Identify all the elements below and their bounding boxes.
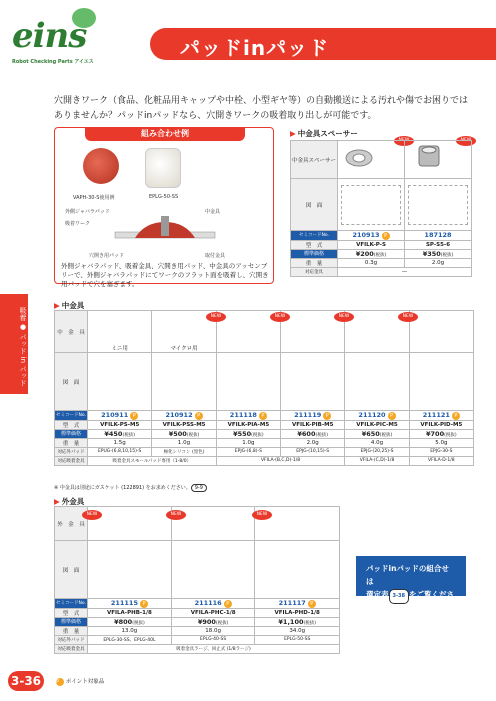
point-badge: P <box>452 412 460 420</box>
new-badge: NEW <box>206 312 226 322</box>
tax-note: (税抜) <box>132 620 145 626</box>
row-label: 対応外パッド <box>55 635 88 644</box>
code-cell <box>338 231 405 241</box>
code-cell <box>87 599 171 609</box>
triangle-bullet-icon: ▶ <box>54 497 60 506</box>
price-cell <box>171 617 255 626</box>
code-cell <box>409 411 473 421</box>
new-badge: NEW <box>398 312 418 322</box>
spacer-photo-cell <box>338 141 405 179</box>
new-badge: NEW <box>394 136 414 146</box>
model-cell: VFILA-PHC-1/8 <box>171 608 255 617</box>
pad-cell: EPJG-(6,8)-S <box>216 447 280 456</box>
tax-note: (税抜) <box>186 432 200 438</box>
pad-cell: EPLG-50-SS <box>255 635 340 644</box>
price-value: ¥350 <box>422 249 441 258</box>
inner-note <box>54 484 207 492</box>
code-cell <box>87 411 151 421</box>
row-label: 標準価格 <box>55 429 88 438</box>
point-badge: P <box>224 600 232 608</box>
row-label: セミコードNo. <box>291 231 338 241</box>
spacer-photo-cell <box>405 141 472 179</box>
tax-note: (税抜) <box>373 252 387 258</box>
page-header <box>0 0 496 78</box>
new-badge: NEW <box>166 510 186 520</box>
row-label: 対応吸着金具 <box>55 456 88 465</box>
row-label: 図 面 <box>55 541 88 599</box>
price-cell <box>409 429 473 438</box>
model-cell: VFILK-PS-M5 <box>87 420 151 429</box>
eplg-pad-photo <box>145 148 181 188</box>
price-cell <box>338 249 405 258</box>
page-number: 3-36 <box>8 671 44 691</box>
price-value: ¥650 <box>361 429 380 438</box>
combo-caption-2: EPLG-50-SS <box>149 194 179 200</box>
tax-note: (税抜) <box>379 432 393 438</box>
triangle-bullet-icon: ▶ <box>54 301 60 310</box>
row-label: 対応吸着金具 <box>55 644 88 653</box>
inner-img-label: マイクロ用 <box>170 346 198 352</box>
new-badge: NEW <box>82 510 102 520</box>
page-title: パッドinパッド <box>180 36 330 60</box>
spacer-drawing-cell <box>338 179 405 231</box>
code-value: 211118 <box>229 411 257 419</box>
inner-drawing-cell <box>216 353 280 411</box>
inner-drawing-cell <box>152 353 216 411</box>
weight-cell: 18.0g <box>171 626 255 635</box>
model-cell: VFILK-P-S <box>338 240 405 249</box>
model-cell: VFILK-PIC-M5 <box>345 420 409 429</box>
outer-drawing-cell <box>255 541 340 599</box>
new-badge: NEW <box>334 312 354 322</box>
code-value: 210913 <box>352 231 380 239</box>
tax-note: (税抜) <box>122 432 135 438</box>
combo-label-mount: 取付金具 <box>205 253 226 259</box>
pad-cell: EPJG-(20,25)-S <box>345 447 409 456</box>
row-label: 外 金 具 <box>55 507 88 541</box>
price-cell <box>152 429 216 438</box>
spacer-heading <box>290 128 358 139</box>
code-cell <box>405 231 472 241</box>
code-value: 211116 <box>194 599 222 607</box>
weight-cell: 1.0g <box>216 438 280 447</box>
combo-description: 外側ジャバラパッド、吸着金具、穴開き用パッド、中金具のアッセンブリーで、外側ジャバラパッドにてワークのフラット面を吸着し、穴開き用パッドで穴を塞ぎます。 <box>61 262 269 288</box>
fit-cell: VFILA-D-1/8 <box>409 456 473 465</box>
spacer-heading-text: 中金具スペーサー <box>297 129 358 138</box>
point-badge: P <box>323 412 331 420</box>
combo-label-hole-pad: 穴開き用パッド <box>89 253 125 259</box>
spacer-drawing-cell <box>405 179 472 231</box>
code-value: 210911 <box>101 411 129 419</box>
point-badge: P <box>388 412 396 420</box>
info-line-1: パッドinパッドの組合せは <box>366 564 449 586</box>
point-badge: P <box>56 678 64 686</box>
spacer-table <box>290 140 472 277</box>
weight-cell: 2.0g <box>405 258 472 267</box>
inner-drawing-cell <box>345 353 409 411</box>
info-line-2a: 選定表 <box>366 590 389 599</box>
selection-info-box <box>356 556 466 615</box>
weight-cell: 5.0g <box>409 438 473 447</box>
price-value: ¥200 <box>355 249 374 258</box>
model-cell: VFILK-PIB-M5 <box>281 420 345 429</box>
point-badge: P <box>140 600 148 608</box>
pad-cell: EPLG-40-SS <box>171 635 255 644</box>
price-cell <box>405 249 472 258</box>
code-cell <box>152 411 216 421</box>
intro-text: 穴開きワーク（食品、化粧品用キャップや中栓、小型ギヤ等）の自動搬送による汚れや傷でお困りではありませんか？パッドinパッドなら、穴開きワークの吸着取り出しが可能です。 <box>54 96 469 121</box>
price-cell <box>216 429 280 438</box>
row-label: セミコードNo. <box>55 411 88 421</box>
row-label: 標準価格 <box>291 249 338 258</box>
code-value: 211115 <box>110 599 138 607</box>
pad-cell: 極化シリコン (黒色) <box>152 447 216 456</box>
tax-note: (税抜) <box>303 620 317 626</box>
price-cell <box>87 617 171 626</box>
inner-photo-cell <box>87 311 151 353</box>
model-cell: SP-S5-6 <box>405 240 472 249</box>
inner-heading-text: 中金具 <box>61 301 85 310</box>
combo-label-work: 吸着ワーク <box>65 221 91 227</box>
fit-cell: 吸着金具ラージ、回止式 (1/8ラージ) <box>87 644 339 653</box>
point-badge: P <box>130 412 138 420</box>
outer-heading-text: 外金具 <box>61 497 85 506</box>
code-cell <box>171 599 255 609</box>
row-label: 重 量 <box>291 258 338 267</box>
new-badge: NEW <box>252 510 272 520</box>
row-label: 対応金具 <box>291 267 338 276</box>
point-badge: P <box>382 232 390 240</box>
combo-caption-1: VAPH-30-S使用例 <box>73 195 115 201</box>
page-ref-chip[interactable]: 3-38 <box>389 589 410 604</box>
price-cell <box>345 429 409 438</box>
point-badge: P <box>259 412 267 420</box>
fit-cell: VFILA-(B,C,D)-1/8 <box>216 456 345 465</box>
row-label: 型 式 <box>55 420 88 429</box>
code-cell <box>255 599 340 609</box>
row-label: 対応外パッド <box>55 447 88 456</box>
price-value: ¥1,100 <box>278 617 304 626</box>
price-value: ¥550 <box>233 429 252 438</box>
price-cell <box>255 617 340 626</box>
new-badge: NEW <box>270 312 290 322</box>
model-cell: VFILK-PSS-M5 <box>152 420 216 429</box>
footer-note <box>54 677 104 686</box>
fit-cell: VFILA-(C,D)-1/8 <box>345 456 409 465</box>
row-label: 図 面 <box>291 179 338 231</box>
inner-fitting-table <box>54 310 474 466</box>
price-cell <box>281 429 345 438</box>
side-tab: 吸着 ● パッド in パッド <box>0 294 28 394</box>
code-value: 211121 <box>422 411 450 419</box>
assembly-diagram <box>95 214 235 254</box>
page-ref-chip: 9-9 <box>191 484 207 492</box>
price-value: ¥450 <box>104 429 123 438</box>
code-cell <box>281 411 345 421</box>
point-badge: P <box>195 412 203 420</box>
tax-note: (税抜) <box>440 252 454 258</box>
tax-note: (税抜) <box>444 432 457 438</box>
row-label: セミコードNo. <box>55 599 88 609</box>
model-cell: VFILK-PID-M5 <box>409 420 473 429</box>
weight-cell: 1.5g <box>87 438 151 447</box>
tax-note: (税抜) <box>251 432 264 438</box>
logo-subtitle: Robot Checking Parts アイエス <box>12 59 94 65</box>
pad-cell: EPJG-(10,15)-S <box>281 447 345 456</box>
fit-cell: — <box>338 267 472 276</box>
tax-note: (税抜) <box>215 620 229 626</box>
weight-cell: 0.3g <box>338 258 405 267</box>
combo-label-outer-pad: 外側ジャバラパッド <box>65 209 110 215</box>
row-label: 型 式 <box>55 608 88 617</box>
weight-cell: 13.0g <box>87 626 171 635</box>
inner-note-text: ※ 中金具は別途にガスケット (122891) をお求めください。 <box>54 485 191 491</box>
code-cell <box>345 411 409 421</box>
model-cell: VFILA-PHB-1/8 <box>87 608 171 617</box>
point-badge: P <box>308 600 316 608</box>
code-value: 211120 <box>358 411 386 419</box>
combination-example-box <box>54 127 274 288</box>
row-label: 中 金 具 <box>55 311 88 353</box>
info-line-2b: をご覧ください。 <box>366 590 455 615</box>
logo-word: eins <box>12 16 87 56</box>
outer-fitting-table <box>54 506 340 654</box>
tax-note: (税抜) <box>315 432 328 438</box>
fit-cell: 吸着金具スモールパッド専用（1-8/0） <box>87 456 216 465</box>
pad-cell: EPUG-(6,8,10,15)-S <box>87 447 151 456</box>
weight-cell: 1.0g <box>152 438 216 447</box>
model-cell: VFILA-PHD-1/8 <box>255 608 340 617</box>
pad-cell: EPLG-30-SS、EPLG-40L <box>87 635 171 644</box>
combo-heading: 組み合わせ例 <box>85 127 245 141</box>
code-value: 210912 <box>165 411 193 419</box>
code-value: 211117 <box>278 599 306 607</box>
bellows-pad-photo <box>83 148 119 184</box>
inner-img-label: ミニ用 <box>111 346 128 352</box>
inner-drawing-cell <box>409 353 473 411</box>
price-value: ¥500 <box>168 429 187 438</box>
row-label: 型 式 <box>291 240 338 249</box>
outer-drawing-cell <box>87 541 171 599</box>
price-value: ¥700 <box>426 429 445 438</box>
eins-logo <box>8 6 120 72</box>
inner-photo-cell <box>409 311 473 353</box>
weight-cell: 2.0g <box>281 438 345 447</box>
code-cell <box>216 411 280 421</box>
row-label: 図 面 <box>55 353 88 411</box>
inner-drawing-cell <box>87 353 151 411</box>
row-label: 標準価格 <box>55 617 88 626</box>
outer-drawing-cell <box>171 541 255 599</box>
price-value: ¥600 <box>297 429 316 438</box>
pad-cell: EPJG-30-S <box>409 447 473 456</box>
row-label: 重 量 <box>55 438 88 447</box>
inner-drawing-cell <box>281 353 345 411</box>
info-line-2 <box>366 588 456 617</box>
weight-cell: 34.0g <box>255 626 340 635</box>
price-value: ¥900 <box>197 617 216 626</box>
weight-cell: 4.0g <box>345 438 409 447</box>
triangle-bullet-icon: ▶ <box>290 129 296 138</box>
row-label: 重 量 <box>55 626 88 635</box>
combo-label-inner-fitting: 中金具 <box>205 209 221 215</box>
new-badge: NEW <box>456 136 476 146</box>
model-cell: VFILK-PIA-M5 <box>216 420 280 429</box>
footer-note-text: ポイント対象品 <box>65 679 105 685</box>
price-cell <box>87 429 151 438</box>
code-value: 211119 <box>294 411 322 419</box>
code-value: 187128 <box>424 231 452 240</box>
row-label: 中金具スペーサー <box>291 141 338 179</box>
price-value: ¥800 <box>114 617 133 626</box>
